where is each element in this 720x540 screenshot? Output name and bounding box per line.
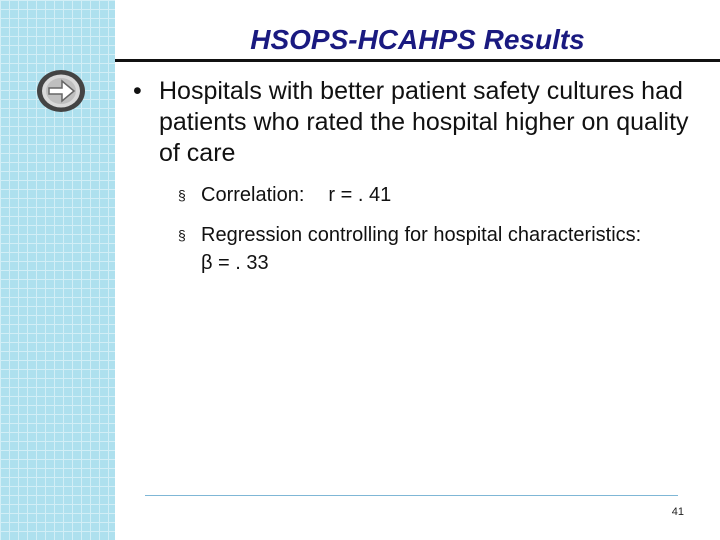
sub-bullet-marker: § xyxy=(178,187,186,203)
decorative-sidebar xyxy=(0,0,115,540)
regression-label: Regression controlling for hospital characteristics: xyxy=(201,224,642,246)
sub-bullet-regression xyxy=(178,221,678,277)
title-underline xyxy=(115,59,720,62)
main-bullet-text: Hospitals with better patient safety cultures had patients who rated the hospital higher on quality of care xyxy=(159,77,689,167)
bullet-marker: • xyxy=(133,77,142,105)
main-bullet xyxy=(133,76,708,169)
slide-title: HSOPS-HCAHPS Results xyxy=(250,24,585,55)
page-number: 41 xyxy=(671,506,684,518)
regression-value: β = . 33 xyxy=(201,252,269,274)
sub-bullet-marker: § xyxy=(178,227,186,243)
footer-divider xyxy=(145,495,678,496)
correlation-label: Correlation: xyxy=(201,184,305,206)
arrow-right-circle-icon[interactable] xyxy=(36,69,86,113)
correlation-value: r = . 41 xyxy=(328,184,392,206)
sub-bullet-correlation xyxy=(178,181,678,209)
